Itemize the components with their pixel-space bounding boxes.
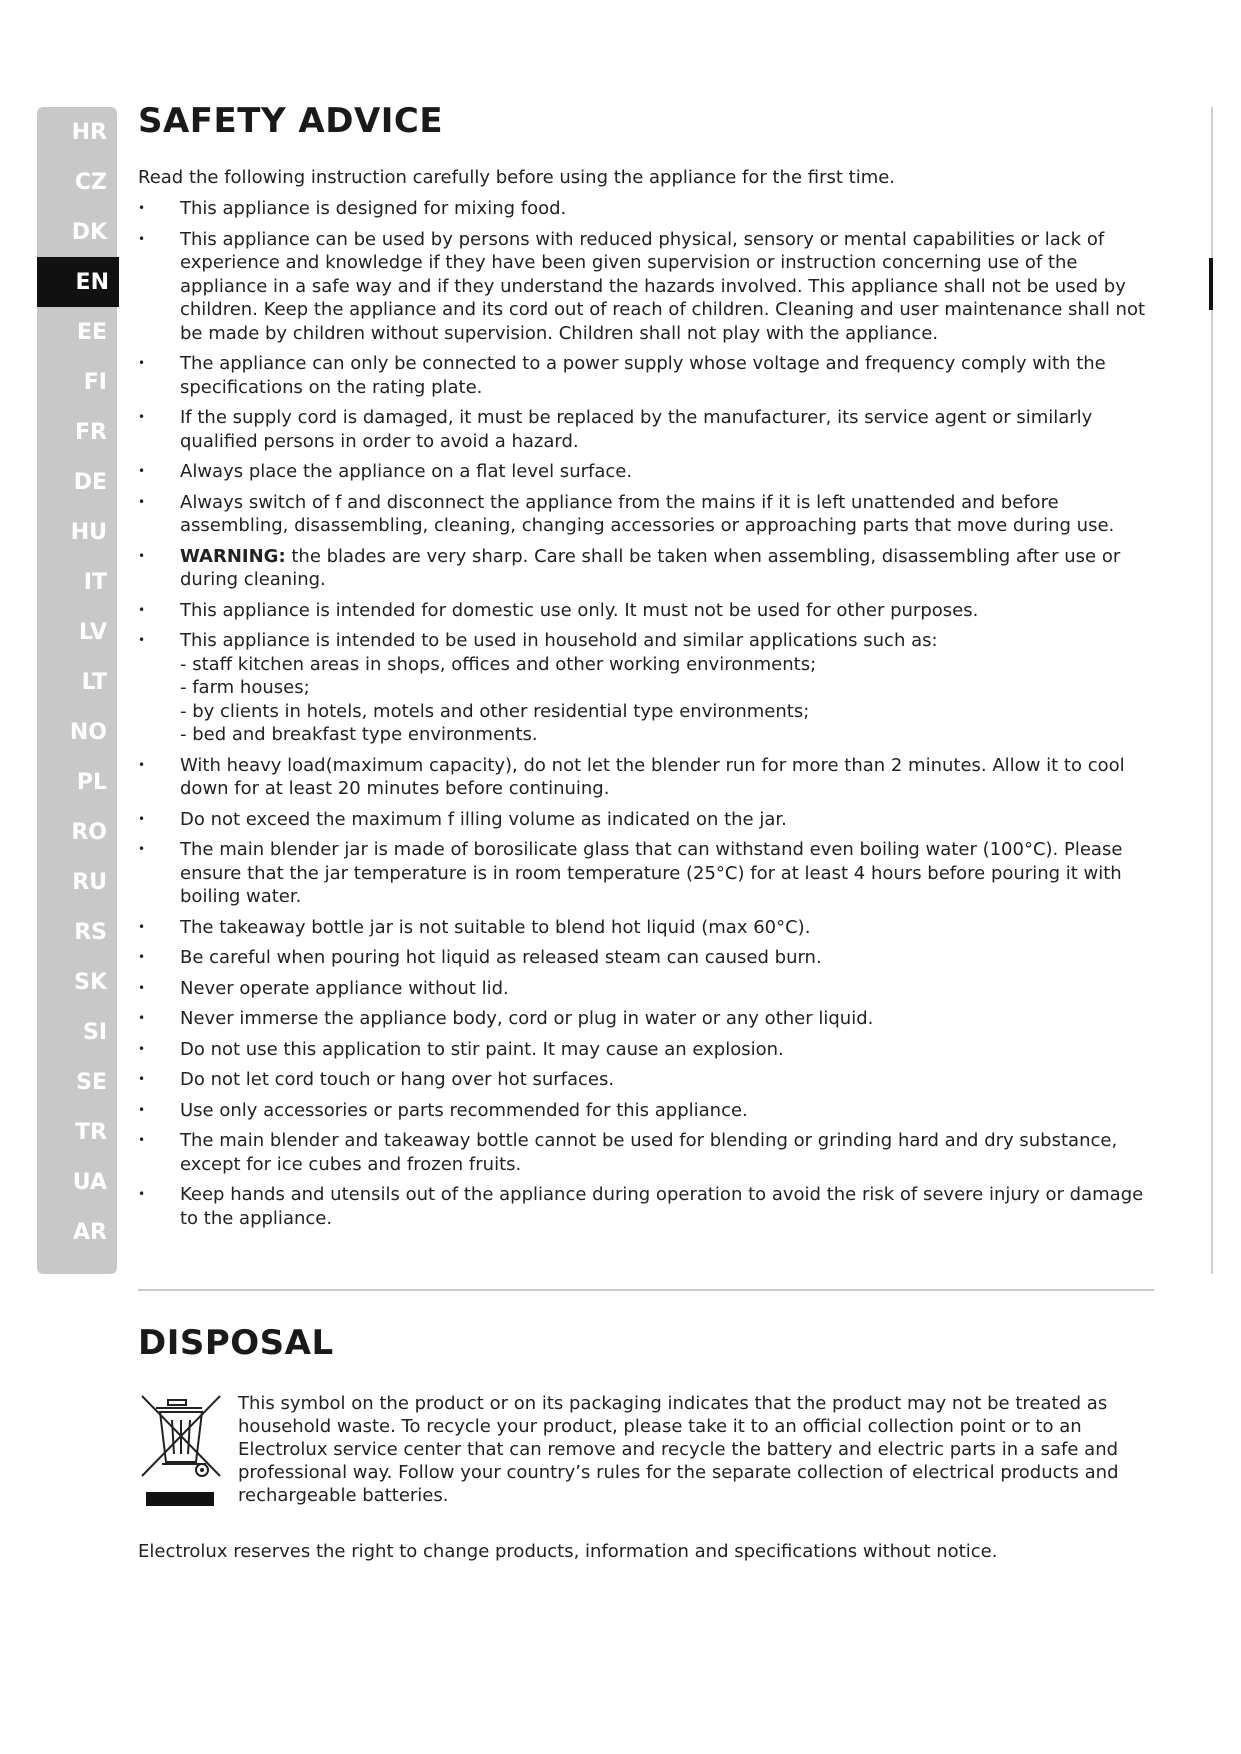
- warning-text: the blades are very sharp. Care shall be taken when assembling, disassembling after use or during cleaning.: [180, 545, 1121, 590]
- list-item: • The main blender jar is made of borosilicate glass that can withstand even boiling water (100°C). Please ensure that the jar temperature is in room temperature (25°C) for at least 4 hours before pouring it with boiling water.: [138, 838, 1148, 909]
- lang-tab-en[interactable]: EN: [37, 257, 119, 307]
- lang-tab-ru[interactable]: RU: [72, 869, 107, 895]
- list-item: • This appliance can be used by persons with reduced physical, sensory or mental capabilities or lack of experience and knowledge if they have been given supervision or instruction concerning use of the appliance in a safe way and if they understand the hazards involved. This appliance shall not be used by children. Keep the appliance and its cord out of reach of children. Cleaning and user maintenance shall not be made by children without supervision. Children shall not play with the appliance.: [138, 228, 1148, 346]
- safety-intro: Read the following instruction carefully before using the appliance for the first time.: [138, 167, 896, 188]
- list-item: • If the supply cord is damaged, it must be replaced by the manufacturer, its service agent or similarly qualified persons in order to avoid a hazard.: [138, 406, 1148, 453]
- list-item: • Do not let cord touch or hang over hot surfaces.: [138, 1068, 1148, 1092]
- right-margin-marker: [1209, 258, 1213, 310]
- language-tab-strip: [37, 107, 117, 1274]
- household-subitem: - staff kitchen areas in shops, offices and other working environments;: [180, 653, 817, 675]
- safety-list: [138, 197, 1148, 1230]
- safety-title: SAFETY ADVICE: [138, 101, 444, 141]
- list-item: • The takeaway bottle jar is not suitable to blend hot liquid (max 60°C).: [138, 916, 1148, 940]
- lang-tab-hu[interactable]: HU: [70, 519, 107, 545]
- household-subitem: - by clients in hotels, motels and other residential type environments;: [180, 700, 810, 722]
- lang-tab-hr[interactable]: HR: [71, 119, 107, 145]
- disposal-section: [138, 1322, 1148, 1582]
- lang-tab-no[interactable]: NO: [69, 719, 107, 745]
- lang-tab-cz[interactable]: CZ: [74, 169, 107, 195]
- lang-tab-sk[interactable]: SK: [74, 969, 107, 995]
- lang-tab-lv[interactable]: LV: [78, 619, 107, 645]
- lang-tab-ee[interactable]: EE: [76, 319, 107, 345]
- list-item: • Never operate appliance without lid.: [138, 977, 1148, 1001]
- footer-note: Electrolux reserves the right to change products, information and specifications without notice.: [138, 1541, 998, 1562]
- list-item: • Keep hands and utensils out of the appliance during operation to avoid the risk of severe injury or damage to the appliance.: [138, 1183, 1148, 1230]
- list-item: • Use only accessories or parts recommended for this appliance.: [138, 1099, 1148, 1123]
- list-item: • The appliance can only be connected to a power supply whose voltage and frequency comply with the specifications on the rating plate.: [138, 352, 1148, 399]
- warning-label: WARNING:: [180, 545, 286, 567]
- disposal-text: This symbol on the product or on its packaging indicates that the product may not be treated as household waste. To recycle your product, please take it to an official collection point or to an Electrolux service center that can remove and recycle the battery and electric parts in a safe and professional way. Follow your country’s rules for the separate collection of electrical products and rechargeable batteries.: [238, 1393, 1119, 1506]
- crossed-out-wheelie-bin-icon: [138, 1392, 228, 1514]
- lang-tab-se[interactable]: SE: [76, 1069, 107, 1095]
- household-subitem: - farm houses;: [180, 677, 310, 698]
- lang-tab-fr[interactable]: FR: [75, 419, 107, 445]
- warning-list-item: [138, 545, 1148, 592]
- lang-tab-dk[interactable]: DK: [71, 219, 107, 245]
- lang-tab-lt[interactable]: LT: [81, 669, 107, 695]
- lang-tab-rs[interactable]: RS: [74, 919, 107, 945]
- disposal-row: [138, 1392, 1148, 1514]
- list-item: • Do not use this application to stir paint. It may cause an explosion.: [138, 1038, 1148, 1062]
- safety-section: [138, 100, 1148, 1230]
- disposal-title: DISPOSAL: [138, 1323, 334, 1363]
- list-item: • This appliance is intended for domestic use only. It must not be used for other purposes.: [138, 599, 1148, 623]
- household-list-item: [138, 629, 1148, 747]
- list-item: • Always switch of f and disconnect the appliance from the mains if it is left unattended and before assembling, disassembling, cleaning, changing accessories or approaching parts that move during use.: [138, 491, 1148, 538]
- lang-tab-fi[interactable]: FI: [83, 369, 107, 395]
- list-item: • This appliance is designed for mixing food.: [138, 197, 1148, 221]
- list-item: • With heavy load(maximum capacity), do not let the blender run for more than 2 minutes. Allow it to cool down for at least 20 minutes before continuing.: [138, 754, 1148, 801]
- lang-tab-ro[interactable]: RO: [71, 819, 107, 845]
- list-item: • Be careful when pouring hot liquid as released steam can caused burn.: [138, 946, 1148, 970]
- list-item: • Always place the appliance on a flat level surface.: [138, 460, 1148, 484]
- lang-tab-tr[interactable]: TR: [75, 1119, 107, 1145]
- household-subitem: - bed and breakfast type environments.: [180, 724, 538, 745]
- lang-tab-si[interactable]: SI: [82, 1019, 107, 1045]
- list-item: • The main blender and takeaway bottle cannot be used for blending or grinding hard and dry substance, except for ice cubes and frozen fruits.: [138, 1129, 1148, 1176]
- lang-tab-it[interactable]: IT: [83, 569, 107, 595]
- section-divider: [138, 1289, 1154, 1291]
- lang-tab-ua[interactable]: UA: [72, 1169, 107, 1195]
- lang-tab-pl[interactable]: PL: [76, 769, 107, 795]
- list-item: • Do not exceed the maximum f illing volume as indicated on the jar.: [138, 808, 1148, 832]
- lang-tab-de[interactable]: DE: [73, 469, 107, 495]
- household-lead: This appliance is intended to be used in household and similar applications such as:: [180, 630, 938, 651]
- list-item: • Never immerse the appliance body, cord or plug in water or any other liquid.: [138, 1007, 1148, 1031]
- lang-tab-ar[interactable]: AR: [73, 1219, 107, 1245]
